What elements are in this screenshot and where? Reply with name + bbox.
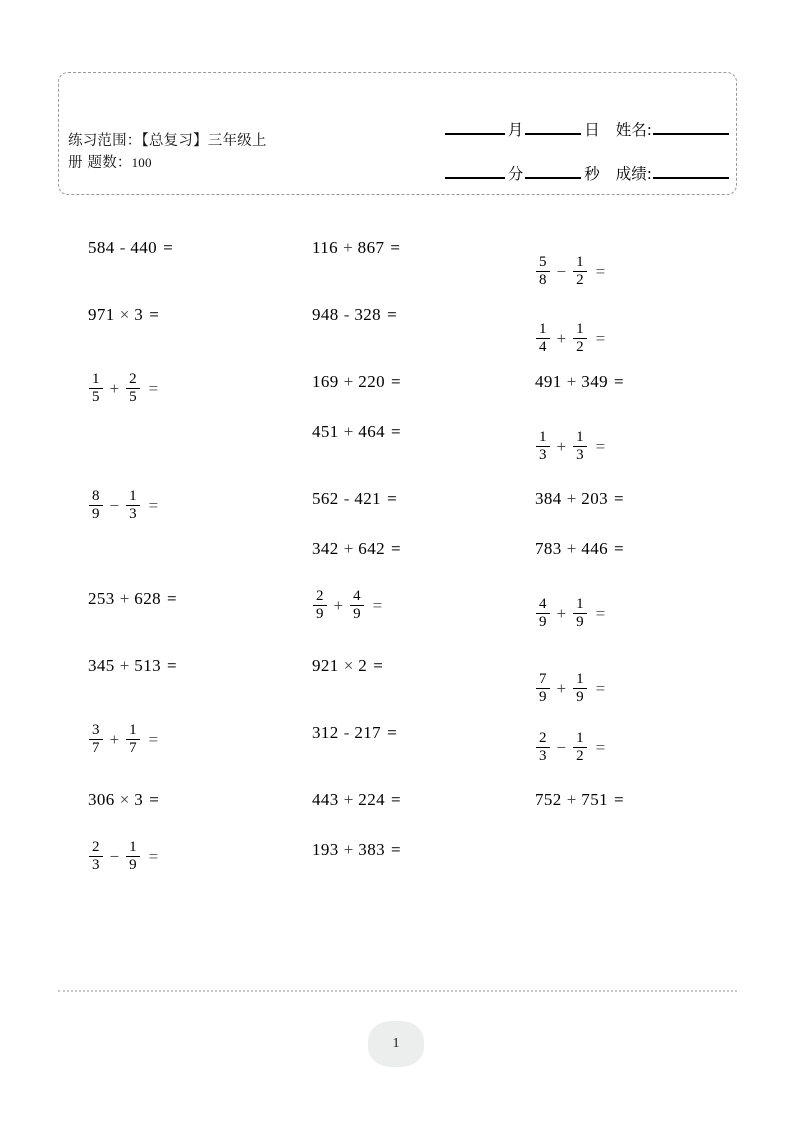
left-operand: 342 xyxy=(312,539,339,558)
fraction xyxy=(536,430,550,463)
math-problem xyxy=(535,539,624,559)
fraction-numerator: 4 xyxy=(353,588,361,604)
operator: × xyxy=(119,790,130,809)
fraction-numerator: 8 xyxy=(92,488,100,504)
operator: + xyxy=(556,678,567,698)
fraction-numerator: 1 xyxy=(129,488,137,504)
equals-sign: = xyxy=(167,589,177,608)
equals-sign: = xyxy=(149,305,159,324)
fraction-denominator: 9 xyxy=(89,505,103,522)
equals-sign: = xyxy=(595,436,606,456)
right-operand: 383 xyxy=(358,840,385,859)
math-problem xyxy=(88,723,158,756)
operator: - xyxy=(343,723,350,742)
fraction xyxy=(89,840,103,873)
math-problem xyxy=(88,372,158,405)
fraction-denominator: 4 xyxy=(536,338,550,355)
fraction-numerator: 4 xyxy=(539,596,547,612)
math-problem xyxy=(535,597,605,630)
math-problem xyxy=(312,238,400,258)
equals-sign: = xyxy=(387,305,397,324)
equals-sign: = xyxy=(595,328,606,348)
equals-sign: = xyxy=(391,539,401,558)
equals-sign: = xyxy=(163,238,173,257)
fraction-denominator: 3 xyxy=(126,505,140,522)
math-problem xyxy=(312,656,383,676)
fraction-numerator: 2 xyxy=(539,730,547,746)
practice-range-line1: 练习范围：【总复习】三年级上 xyxy=(68,133,267,149)
math-problem xyxy=(88,790,159,810)
math-problem xyxy=(312,539,401,559)
math-problem xyxy=(88,589,177,609)
math-problem xyxy=(535,372,624,392)
math-problem xyxy=(312,790,401,810)
right-operand: 867 xyxy=(357,238,385,257)
fraction xyxy=(350,589,364,622)
operator: + xyxy=(566,372,577,391)
fraction-denominator: 3 xyxy=(536,747,550,764)
fraction-numerator: 7 xyxy=(539,671,547,687)
math-problem xyxy=(535,430,605,463)
fraction xyxy=(126,372,140,405)
equals-sign: = xyxy=(595,261,606,281)
operator: − xyxy=(109,495,120,515)
fraction-numerator: 1 xyxy=(576,596,584,612)
name-label: 姓名: xyxy=(615,121,652,139)
operator: − xyxy=(556,737,567,757)
equals-sign: = xyxy=(148,495,159,515)
equals-sign: = xyxy=(595,678,606,698)
math-problem xyxy=(312,489,397,509)
fraction-denominator: 9 xyxy=(573,613,587,630)
math-problem xyxy=(312,723,397,743)
fraction xyxy=(573,430,587,463)
fraction xyxy=(89,489,103,522)
left-operand: 193 xyxy=(312,840,339,859)
fraction-numerator: 1 xyxy=(129,839,137,855)
right-operand: 217 xyxy=(354,723,382,742)
operator: - xyxy=(119,238,126,257)
fraction-numerator: 1 xyxy=(576,671,584,687)
fraction xyxy=(536,731,550,764)
equals-sign: = xyxy=(614,372,624,391)
math-problem xyxy=(88,840,158,873)
right-operand: 513 xyxy=(134,656,161,675)
math-problem xyxy=(312,422,401,442)
math-problem xyxy=(88,656,177,676)
operator: × xyxy=(343,656,354,675)
operator: + xyxy=(109,378,120,398)
fraction-numerator: 1 xyxy=(576,254,584,270)
right-operand: 440 xyxy=(130,238,158,257)
fraction xyxy=(126,840,140,873)
operator: + xyxy=(556,328,567,348)
math-problem xyxy=(535,255,605,288)
equals-sign: = xyxy=(149,790,159,809)
math-problem xyxy=(312,840,401,860)
fraction-numerator: 1 xyxy=(539,429,547,445)
fraction xyxy=(536,597,550,630)
math-problem xyxy=(88,305,159,325)
fraction xyxy=(126,723,140,756)
operator: + xyxy=(343,790,354,809)
operator: - xyxy=(343,305,350,324)
fraction-denominator: 2 xyxy=(573,338,587,355)
left-operand: 948 xyxy=(312,305,339,324)
right-operand: 421 xyxy=(354,489,382,508)
operator: + xyxy=(556,436,567,456)
fraction-numerator: 1 xyxy=(576,321,584,337)
right-operand: 642 xyxy=(358,539,385,558)
fraction-numerator: 1 xyxy=(539,321,547,337)
fraction-denominator: 9 xyxy=(126,856,140,873)
month-label: 月 xyxy=(507,121,524,139)
math-problem xyxy=(88,238,173,258)
left-operand: 443 xyxy=(312,790,339,809)
fraction xyxy=(573,731,587,764)
right-operand: 464 xyxy=(358,422,385,441)
equals-sign: = xyxy=(391,790,401,809)
fraction-denominator: 5 xyxy=(126,388,140,405)
fraction-denominator: 9 xyxy=(536,613,550,630)
right-operand: 3 xyxy=(134,790,144,809)
operator: + xyxy=(119,589,130,608)
equals-sign: = xyxy=(391,422,401,441)
fraction-numerator: 2 xyxy=(316,588,324,604)
equals-sign: = xyxy=(148,378,159,398)
fraction-denominator: 8 xyxy=(536,271,550,288)
operator: − xyxy=(109,846,120,866)
fraction-denominator: 9 xyxy=(313,605,327,622)
right-operand: 446 xyxy=(581,539,608,558)
fraction-numerator: 3 xyxy=(92,722,100,738)
equals-sign: = xyxy=(148,729,159,749)
fraction-numerator: 5 xyxy=(539,254,547,270)
math-problem xyxy=(312,589,382,622)
equals-sign: = xyxy=(595,737,606,757)
footer-divider xyxy=(58,990,737,992)
fraction-numerator: 1 xyxy=(576,429,584,445)
fraction-denominator: 3 xyxy=(536,446,550,463)
math-problem xyxy=(535,790,624,810)
equals-sign: = xyxy=(148,846,159,866)
fraction xyxy=(126,489,140,522)
fraction xyxy=(573,597,587,630)
fraction-denominator: 2 xyxy=(573,271,587,288)
operator: + xyxy=(343,539,354,558)
left-operand: 116 xyxy=(312,238,339,257)
equals-sign: = xyxy=(372,595,383,615)
operator: + xyxy=(343,238,353,257)
page-number-badge xyxy=(368,1021,424,1067)
right-operand: 628 xyxy=(134,589,161,608)
left-operand: 451 xyxy=(312,422,339,441)
equals-sign: = xyxy=(614,489,624,508)
left-operand: 253 xyxy=(88,589,115,608)
fraction xyxy=(536,322,550,355)
fraction-denominator: 7 xyxy=(126,739,140,756)
fraction-denominator: 3 xyxy=(573,446,587,463)
page-number: 1 xyxy=(392,1036,400,1051)
left-operand: 384 xyxy=(535,489,562,508)
fraction-denominator: 9 xyxy=(350,605,364,622)
fraction xyxy=(313,589,327,622)
right-operand: 328 xyxy=(354,305,382,324)
left-operand: 169 xyxy=(312,372,339,391)
fraction-numerator: 1 xyxy=(576,730,584,746)
left-operand: 752 xyxy=(535,790,562,809)
score-label: 成绩: xyxy=(615,165,652,183)
left-operand: 345 xyxy=(88,656,115,675)
right-operand: 224 xyxy=(358,790,385,809)
operator: + xyxy=(556,603,567,623)
math-problem xyxy=(88,489,158,522)
equals-sign: = xyxy=(390,238,401,257)
operator: + xyxy=(343,372,354,391)
operator: + xyxy=(343,422,354,441)
right-operand: 2 xyxy=(358,656,368,675)
left-operand: 783 xyxy=(535,539,562,558)
fraction xyxy=(89,723,103,756)
operator: × xyxy=(119,305,130,324)
fraction-numerator: 2 xyxy=(129,371,137,387)
equals-sign: = xyxy=(387,723,397,742)
fraction-denominator: 2 xyxy=(573,747,587,764)
operator: - xyxy=(343,489,350,508)
math-problem xyxy=(535,731,605,764)
equals-sign: = xyxy=(167,656,177,675)
math-problem xyxy=(312,305,397,325)
left-operand: 306 xyxy=(88,790,115,809)
day-label: 日 xyxy=(584,121,600,139)
fraction xyxy=(89,372,103,405)
right-operand: 751 xyxy=(581,790,608,809)
equals-sign: = xyxy=(614,539,624,558)
equals-sign: = xyxy=(595,603,606,623)
fraction-numerator: 1 xyxy=(129,722,137,738)
left-operand: 491 xyxy=(535,372,562,391)
second-label: 秒 xyxy=(584,165,600,183)
fraction xyxy=(536,672,550,705)
math-problem xyxy=(535,489,624,509)
fraction-denominator: 5 xyxy=(89,388,103,405)
left-operand: 921 xyxy=(312,656,339,675)
operator: + xyxy=(566,489,577,508)
right-operand: 349 xyxy=(581,372,608,391)
operator: + xyxy=(566,539,577,558)
equals-sign: = xyxy=(391,372,401,391)
question-count-label: 册 题数： xyxy=(68,155,132,171)
fraction-denominator: 9 xyxy=(573,688,587,705)
left-operand: 312 xyxy=(312,723,339,742)
math-problem xyxy=(535,672,605,705)
equals-sign: = xyxy=(373,656,383,675)
operator: + xyxy=(566,790,577,809)
fraction-denominator: 9 xyxy=(536,688,550,705)
fraction xyxy=(536,255,550,288)
operator: + xyxy=(109,729,120,749)
right-operand: 203 xyxy=(581,489,608,508)
fraction-numerator: 1 xyxy=(92,371,100,387)
equals-sign: = xyxy=(391,840,401,859)
fraction xyxy=(573,322,587,355)
right-operand: 220 xyxy=(358,372,385,391)
fraction-denominator: 7 xyxy=(89,739,103,756)
equals-sign: = xyxy=(614,790,624,809)
operator: − xyxy=(556,261,567,281)
left-operand: 584 xyxy=(88,238,115,257)
equals-sign: = xyxy=(387,489,397,508)
question-count-value: 100 xyxy=(131,155,152,170)
fraction-denominator: 3 xyxy=(89,856,103,873)
operator: + xyxy=(119,656,130,675)
operator: + xyxy=(333,595,344,615)
right-operand: 3 xyxy=(134,305,144,324)
math-problem xyxy=(312,372,401,392)
fraction xyxy=(573,255,587,288)
operator: + xyxy=(343,840,354,859)
math-problem xyxy=(535,322,605,355)
minute-label: 分 xyxy=(507,165,524,183)
left-operand: 971 xyxy=(88,305,115,324)
left-operand: 562 xyxy=(312,489,339,508)
fraction-numerator: 2 xyxy=(92,839,100,855)
fraction xyxy=(573,672,587,705)
